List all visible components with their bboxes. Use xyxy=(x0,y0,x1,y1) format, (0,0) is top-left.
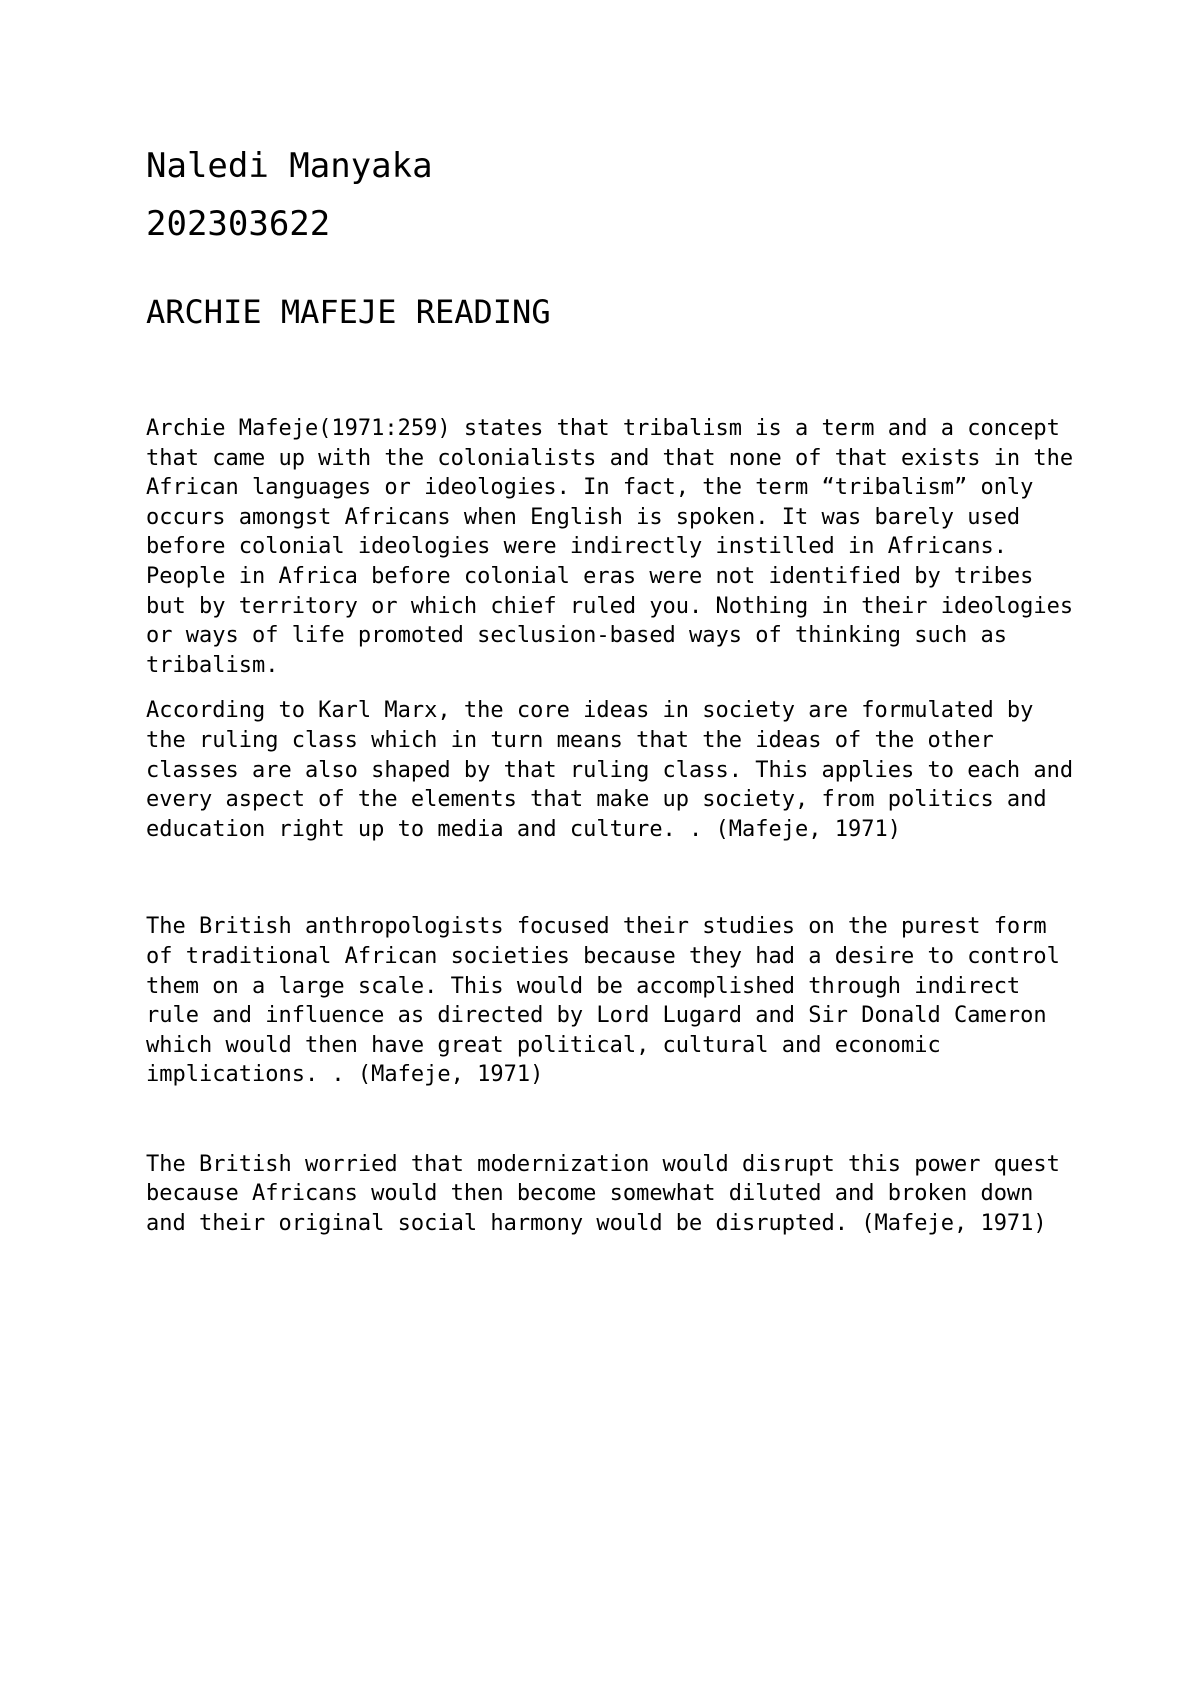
student-number: 202303622 xyxy=(146,204,331,244)
paragraph-tribalism: Archie Mafeje(1971:259) states that tribalism is a term and a concept that came up with the colonialists and that none of that exists in the African languages or ideologies. In fact, the term “tribalism” only occurs amongst Africans when English is spoken. It was barely used before colonial ideologies were indirectly instilled in Africans. People in Africa before colonial eras were not identified by tribes but by territory or which chief ruled you. Nothing in their ideologies or ways of life promoted seclusion-based ways of thinking such as tribalism. xyxy=(146,416,1087,678)
paragraph-karl-marx: According to Karl Marx, the core ideas in society are formulated by the ruling class which in turn means that the ideas of the other classes are also shaped by that ruling class. This applies to each and every aspect of the elements that make up society, from politics and education right up to media and culture. . (Mafeje, 1971) xyxy=(146,698,1087,842)
document-body xyxy=(146,140,1087,1239)
document-title: ARCHIE MAFEJE READING xyxy=(146,293,551,331)
paragraph-modernization: The British worried that modernization would disrupt this power quest because Africans would then become somewhat diluted and broken down and their original social harmony would be disrupted. (Mafeje, 1971) xyxy=(146,1151,1074,1237)
paragraph-british-anthropologists: The British anthropologists focused their studies on the purest form of traditional African societies because they had a desire to control them on a large scale. This would be accomplished through indirect rule and influence as directed by Lord Lugard and Sir Donald Cameron which would then have great political, cultural and economic implications. . (Mafeje, 1971) xyxy=(146,914,1074,1088)
author-name: Naledi Manyaka xyxy=(146,146,433,186)
